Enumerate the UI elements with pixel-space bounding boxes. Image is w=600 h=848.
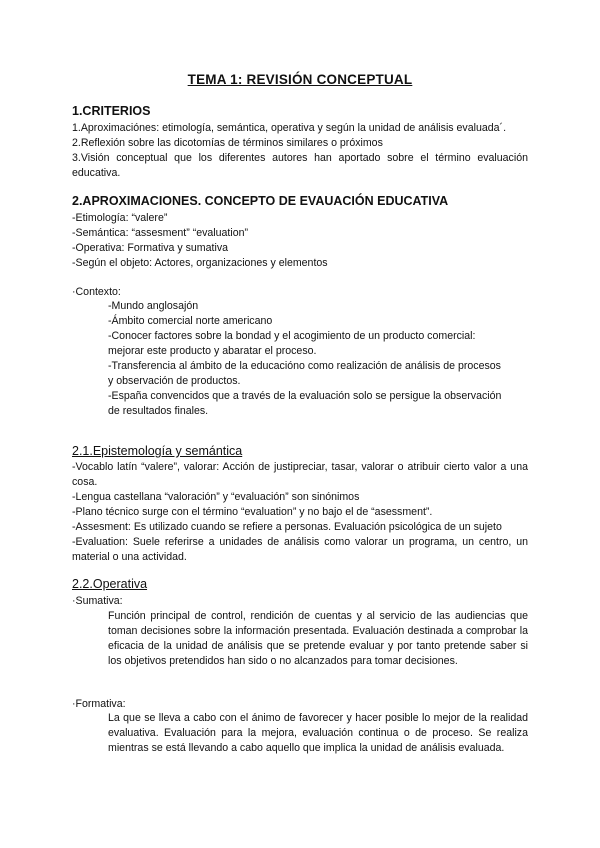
contexto-item: -Transferencia al ámbito de la educacióno como realización de análisis de procesos (108, 360, 501, 372)
aproximaciones-item: -Etimología: “valere” (72, 212, 168, 224)
epistemologia-item: -Lengua castellana “valoración” y “evaluación” son sinónimos (72, 491, 360, 503)
epistemologia-item: -Plano técnico surge con el término “evaluation” y no bajo el de “asessment”. (72, 506, 433, 518)
contexto-item: -Conocer factores sobre la bondad y el acogimiento de un producto comercial: (108, 330, 476, 342)
epistemologia-item: -Assesment: Es utilizado cuando se refiere a personas. Evaluación psicológica de un sujeto (72, 521, 502, 533)
formativa-label: ·Formativa: (72, 698, 126, 710)
criterios-item: 2.Reflexión sobre las dicotomías de términos similares o próximos (72, 137, 383, 149)
section-heading-operativa: 2.2.Operativa (72, 577, 148, 591)
contexto-item: y observación de productos. (108, 375, 241, 387)
epistemologia-item: -Vocablo latín “valere”, valorar: Acción de justipreciar, tasar, valorar o atribuir cierto valor a una cosa. (72, 461, 528, 488)
criterios-item: 1.Aproximaciónes: etimología, semántica, operativa y según la unidad de análisis evaluada´. (72, 122, 507, 134)
contexto-item: de resultados finales. (108, 405, 209, 417)
section-heading-epistemologia: 2.1.Epistemología y semántica (72, 444, 243, 458)
sumativa-label: ·Sumativa: (72, 595, 123, 607)
contexto-item: -Ámbito comercial norte americano (108, 315, 273, 327)
criterios-item: 3.Visión conceptual que los diferentes autores han aportado sobre el término evaluación educativa. (72, 152, 528, 179)
contexto-item: -España convencidos que a través de la evaluación solo se persigue la observación (108, 390, 502, 402)
aproximaciones-item: -Según el objeto: Actores, organizaciones y elementos (72, 257, 328, 269)
contexto-label: ·Contexto: (72, 286, 121, 298)
formativa-paragraph: La que se lleva a cabo con el ánimo de favorecer y hacer posible lo mejor de la realidad evaluativa. Evaluación para la mejora, evaluación continua o de proceso. Se realiza mientras se está llevando a cabo aquello que implica la unidad de análisis evaluada. (108, 712, 528, 754)
contexto-item: -Mundo anglosajón (108, 300, 199, 312)
page-title: TEMA 1: REVISIÓN CONCEPTUAL (187, 72, 413, 87)
aproximaciones-item: -Operativa: Formativa y sumativa (72, 242, 229, 254)
aproximaciones-item: -Semántica: “assesment” “evaluation” (72, 227, 249, 239)
sumativa-paragraph: Función principal de control, rendición de cuentas y al servicio de las audiencias que toman decisiones sobre la información presentada. Evaluación destinada a comprobar la eficacia de la unidad de análisis que se pretende evaluar y por tanto pretende saber si los objetivos pretendidos han sido o no alcanzados para tomar decisiones. (108, 610, 528, 667)
epistemologia-item: -Evaluation: Suele referirse a unidades de análisis como valorar un programa, un centro, un material o una actividad. (72, 536, 528, 563)
section-heading-aproximaciones: 2.APROXIMACIONES. CONCEPTO DE EVAUACIÓN EDUCATIVA (72, 194, 449, 208)
contexto-item: mejorar este producto y abaratar el proceso. (108, 345, 317, 357)
section-heading-criterios: 1.CRITERIOS (72, 104, 151, 118)
